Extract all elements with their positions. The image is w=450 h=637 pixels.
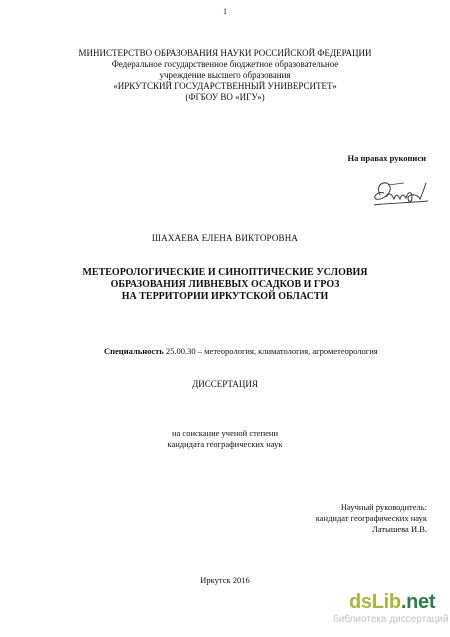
ministry-header	[0, 48, 450, 103]
title-line: НА ТЕРРИТОРИИ ИРКУТСКОЙ ОБЛАСТИ	[121, 291, 329, 302]
specialty-line	[104, 346, 378, 356]
city-year: Иркутск 2016	[200, 575, 250, 585]
watermark-subtitle: библиотека диссертаций	[333, 614, 449, 625]
title-line: ОБРАЗОВАНИЯ ЛИВНЕВЫХ ОСАДКОВ И ГРОЗ	[110, 279, 340, 290]
supervisor-block	[316, 502, 427, 535]
supervisor-name: Латышева И.В.	[372, 524, 427, 534]
title-line: МЕТЕОРОЛОГИЧЕСКИЕ И СИНОПТИЧЕСКИЕ УСЛОВИЯ	[82, 267, 368, 278]
document-type: ДИССЕРТАЦИЯ	[192, 379, 258, 389]
dslib-watermark	[329, 589, 450, 637]
dslib-logo	[349, 591, 435, 613]
specialty-value: 25.00.30 – метеорология, климатология, агрометеорология	[163, 346, 378, 356]
supervisor-heading: Научный руководитель:	[340, 502, 427, 512]
logo-part1: dsLib	[349, 591, 401, 613]
university-name: «ИРКУТСКИЙ ГОСУДАРСТВЕННЫЙ УНИВЕРСИТЕТ»	[113, 81, 337, 91]
degree-line: кандидата географических наук	[167, 439, 283, 449]
degree-block	[0, 428, 450, 450]
specialty-label: Специальность	[104, 346, 164, 356]
author-name: ШАХАЕВА ЕЛЕНА ВИКТОРОВНА	[151, 233, 299, 243]
manuscript-rights: На правах рукописи	[347, 153, 426, 163]
supervisor-degree: кандидат географических наук	[315, 513, 427, 523]
institution-type-line-2: учреждение высшего образования	[159, 70, 291, 80]
logo-part2: .net	[400, 591, 436, 613]
dissertation-title	[0, 267, 450, 303]
page-number: 1	[223, 7, 227, 16]
ministry-line: МИНИСТЕРСТВО ОБРАЗОВАНИЯ НАУКИ РОССИЙСКОЙ ФЕДЕРАЦИИ	[78, 48, 372, 58]
institution-type-line: Федеральное государственное бюджетное образовательное	[111, 59, 339, 69]
handwritten-signature	[368, 173, 432, 215]
degree-line: на соискание ученой степени	[171, 428, 278, 438]
university-abbr: (ФГБОУ ВО «ИГУ»)	[185, 92, 265, 102]
